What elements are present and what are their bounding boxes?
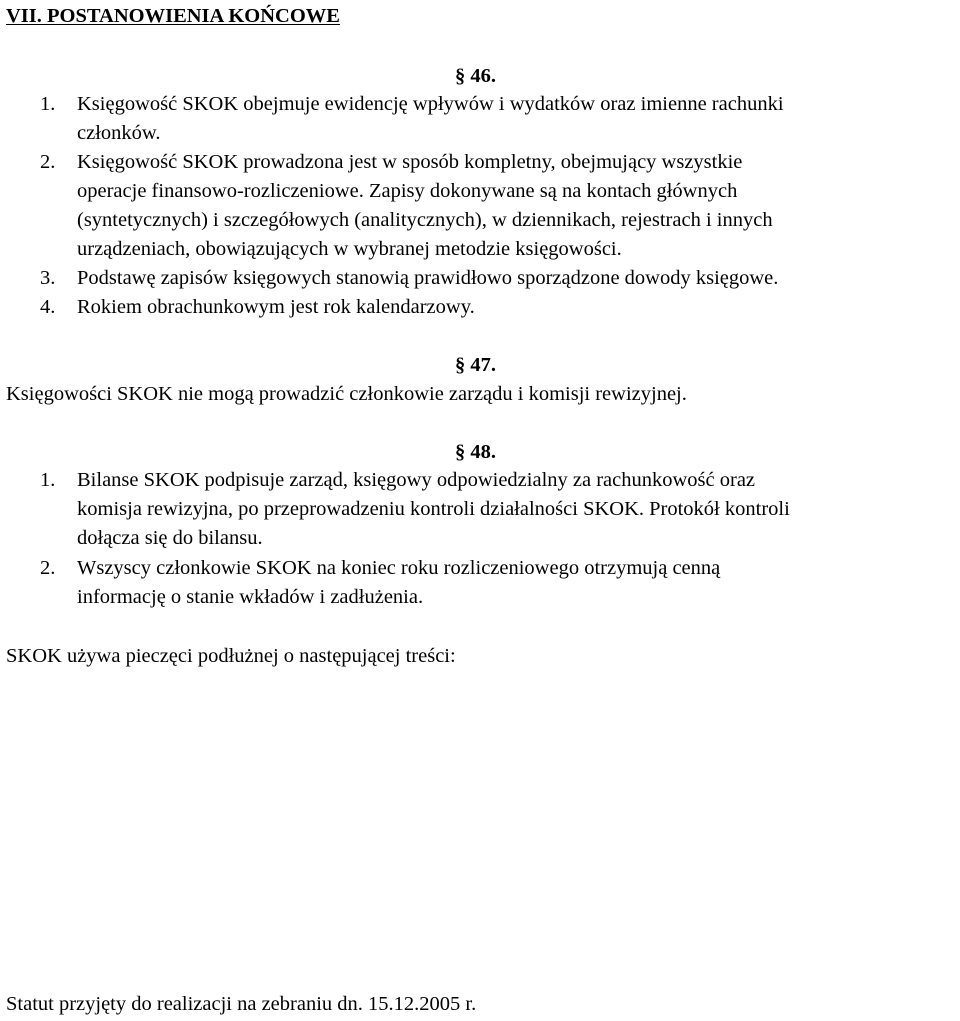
item-text-line: Wszyscy członkowie SKOK na koniec roku rozliczeniowego otrzymują cenną [77, 557, 721, 579]
section-number-46: § 46. [455, 65, 496, 87]
item-number: 2. [40, 557, 56, 579]
item-number: 1. [40, 469, 56, 491]
section-text: Księgowości SKOK nie mogą prowadzić członkowie zarządu i komisji rewizyjnej. [6, 383, 687, 405]
item-number: 2. [40, 151, 56, 173]
section-number-47: § 47. [455, 354, 496, 376]
chapter-title: VII. POSTANOWIENIA KOŃCOWE [6, 5, 340, 27]
item-text-line: informację o stanie wkładów i zadłużenia. [77, 586, 424, 608]
item-text-line: Księgowość SKOK obejmuje ewidencję wpływów i wydatków oraz imienne rachunki [77, 93, 784, 115]
item-text-line: urządzeniach, obowiązujących w wybranej metodzie księgowości. [77, 238, 622, 260]
item-text-line: (syntetycznych) i szczegółowych (analitycznych), w dziennikach, rejestrach i innych [77, 209, 773, 231]
seal-text: SKOK używa pieczęci podłużnej o następującej treści: [6, 645, 456, 667]
item-number: 3. [40, 267, 56, 289]
item-text-line: Rokiem obrachunkowym jest rok kalendarzowy. [77, 296, 475, 318]
footer-statement: Statut przyjęty do realizacji na zebraniu dn. 15.12.2005 r. [6, 993, 477, 1015]
item-text-line: członków. [77, 122, 161, 144]
item-text-line: Księgowość SKOK prowadzona jest w sposób kompletny, obejmujący wszystkie [77, 151, 743, 173]
section-number-48: § 48. [455, 441, 496, 463]
item-text-line: Podstawę zapisów księgowych stanowią prawidłowo sporządzone dowody księgowe. [77, 267, 779, 289]
item-number: 1. [40, 93, 56, 115]
item-text-line: Bilanse SKOK podpisuje zarząd, księgowy odpowiedzialny za rachunkowość oraz [77, 469, 756, 491]
item-text-line: komisja rewizyjna, po przeprowadzeniu kontroli działalności SKOK. Protokół kontroli [77, 498, 790, 520]
item-text-line: dołącza się do bilansu. [77, 527, 263, 549]
item-text-line: operacje finansowo-rozliczeniowe. Zapisy dokonywane są na kontach głównych [77, 180, 738, 202]
item-number: 4. [40, 296, 56, 318]
